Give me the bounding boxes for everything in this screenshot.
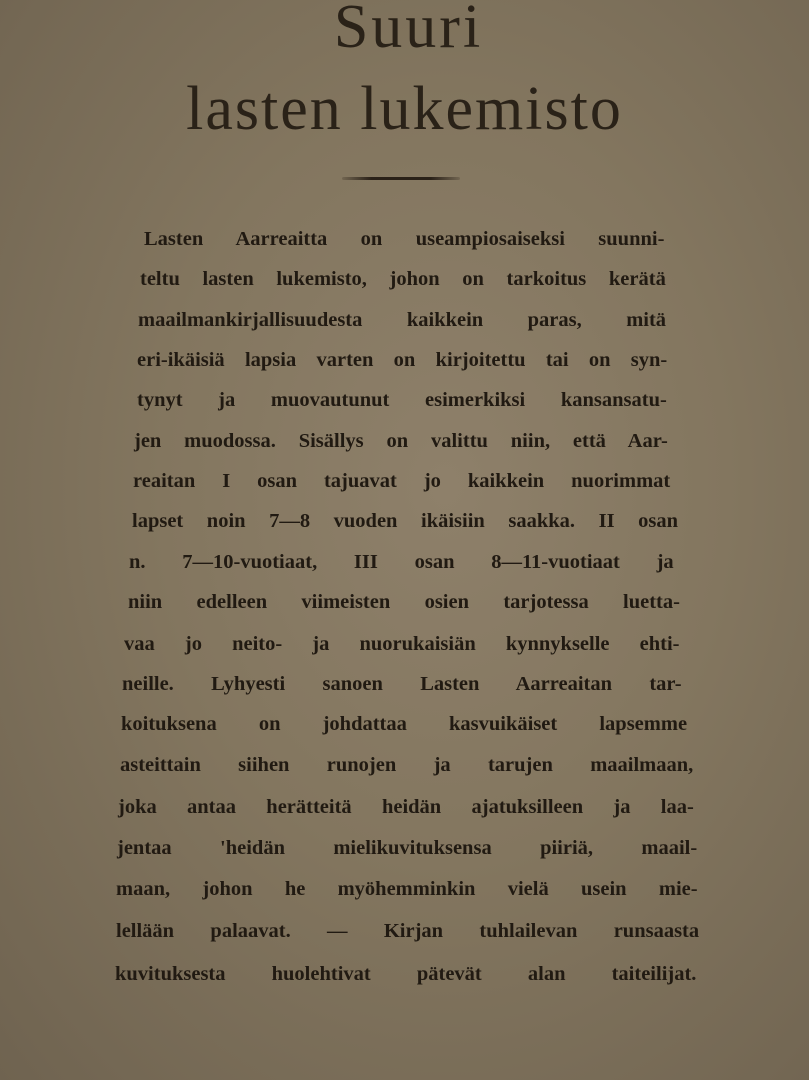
title-line-1: Suuri — [333, 0, 484, 61]
blurb-line: lellään palaavat. — Kirjan tuhlailevan runsaasta — [116, 920, 700, 942]
blurb-line: jentaa 'heidän mielikuvituksensa piiriä, maail- — [117, 837, 698, 859]
blurb-line: n. 7—10-vuotiaat, III osan 8—11-vuotiaat ja — [129, 551, 674, 573]
blurb-line: niin edelleen viimeisten osien tarjotessa luetta- — [128, 591, 680, 613]
blurb-line: neille. Lyhyesti sanoen Lasten Aarreaitan tar- — [122, 673, 682, 695]
blurb-line: tynyt ja muovautunut esimerkiksi kansansatu- — [137, 389, 667, 411]
blurb-line: vaa jo neito- ja nuorukaisiän kynnykselle ehti- — [124, 633, 680, 655]
blurb-line: asteittain siihen runojen ja tarujen maailmaan, — [120, 754, 694, 776]
blurb-line: maan, johon he myöhemminkin vielä usein mie- — [116, 878, 698, 900]
decorative-rule — [342, 177, 460, 180]
title-line-2: lasten lukemisto — [186, 75, 623, 143]
blurb-line: lapset noin 7—8 vuoden ikäisiin saakka. II osan — [132, 510, 678, 532]
blurb-line: joka antaa herätteitä heidän ajatuksilleen ja laa- — [118, 796, 694, 818]
blurb-line: teltu lasten lukemisto, johon on tarkoitus kerätä — [140, 268, 666, 290]
blurb-line: kuvituksesta huolehtivat pätevät alan taiteilijat. — [115, 963, 697, 985]
blurb-line: maailmankirjallisuudesta kaikkein paras, mitä — [138, 309, 667, 331]
blurb-line: Lasten Aarreaitta on useampiosaiseksi suunni- — [144, 228, 665, 250]
blurb-line: jen muodossa. Sisällys on valittu niin, että Aar- — [134, 430, 668, 452]
blurb-line: reaitan I osan tajuavat jo kaikkein nuorimmat — [133, 470, 671, 492]
blurb-line: eri-ikäisiä lapsia varten on kirjoitettu tai on syn- — [137, 349, 668, 371]
blurb-line: koituksena on johdattaa kasvuikäiset lapsemme — [121, 713, 688, 735]
